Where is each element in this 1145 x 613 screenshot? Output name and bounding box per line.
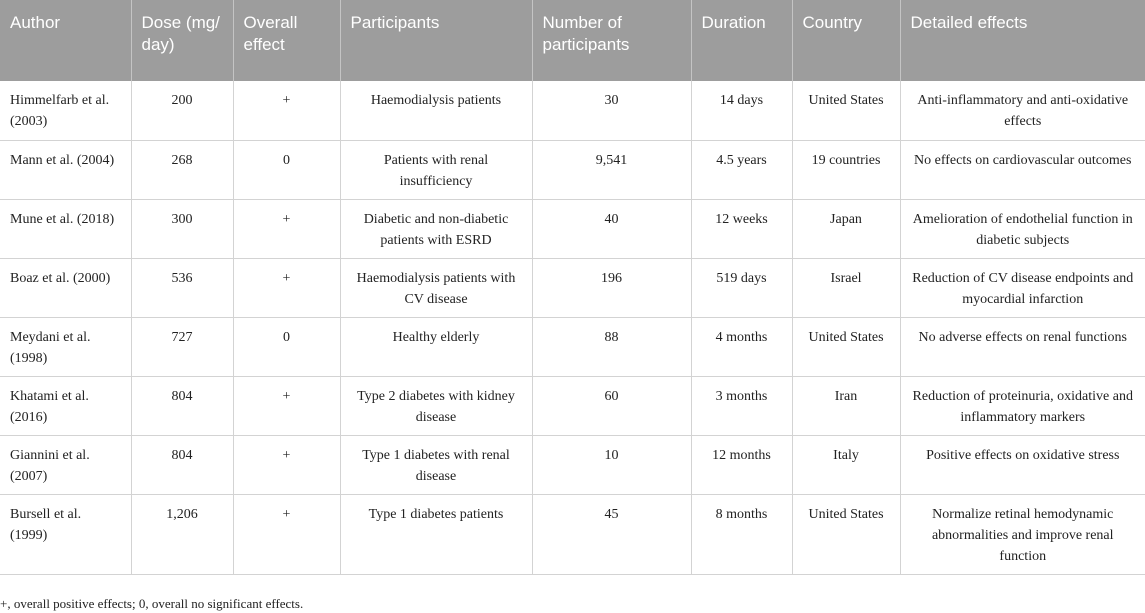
header-row bbox=[0, 0, 1145, 81]
cell-participants: Haemodialysis patients bbox=[340, 81, 532, 140]
cell-author: Giannini et al. (2007) bbox=[0, 435, 131, 494]
table-row bbox=[0, 140, 1145, 199]
header-overall-effect: Overall effect bbox=[233, 0, 340, 81]
cell-number-of-participants: 88 bbox=[532, 317, 691, 376]
cell-dose: 200 bbox=[131, 81, 233, 140]
cell-number-of-participants: 60 bbox=[532, 376, 691, 435]
cell-author: Himmelfarb et al. (2003) bbox=[0, 81, 131, 140]
header-participants: Participants bbox=[340, 0, 532, 81]
cell-detailed-effects: Reduction of proteinuria, oxidative and inflammatory markers bbox=[900, 376, 1145, 435]
cell-country: 19 countries bbox=[792, 140, 900, 199]
cell-detailed-effects: Anti-inflammatory and anti-oxidative effects bbox=[900, 81, 1145, 140]
header-country: Country bbox=[792, 0, 900, 81]
cell-participants: Haemodialysis patients with CV disease bbox=[340, 258, 532, 317]
table-row bbox=[0, 494, 1145, 574]
cell-overall-effect: + bbox=[233, 435, 340, 494]
cell-overall-effect: 0 bbox=[233, 140, 340, 199]
cell-author: Khatami et al. (2016) bbox=[0, 376, 131, 435]
cell-participants: Type 1 diabetes with renal disease bbox=[340, 435, 532, 494]
cell-participants: Healthy elderly bbox=[340, 317, 532, 376]
cell-duration: 4 months bbox=[691, 317, 792, 376]
cell-participants: Patients with renal insufficiency bbox=[340, 140, 532, 199]
cell-detailed-effects: Amelioration of endothelial function in diabetic subjects bbox=[900, 199, 1145, 258]
cell-dose: 1,206 bbox=[131, 494, 233, 574]
cell-dose: 804 bbox=[131, 376, 233, 435]
table-row bbox=[0, 258, 1145, 317]
cell-country: United States bbox=[792, 317, 900, 376]
cell-number-of-participants: 9,541 bbox=[532, 140, 691, 199]
cell-country: United States bbox=[792, 81, 900, 140]
cell-dose: 804 bbox=[131, 435, 233, 494]
header-duration: Duration bbox=[691, 0, 792, 81]
cell-overall-effect: + bbox=[233, 258, 340, 317]
cell-country: Japan bbox=[792, 199, 900, 258]
cell-detailed-effects: Normalize retinal hemodynamic abnormalities and improve renal function bbox=[900, 494, 1145, 574]
cell-dose: 536 bbox=[131, 258, 233, 317]
cell-detailed-effects: Positive effects on oxidative stress bbox=[900, 435, 1145, 494]
cell-duration: 8 months bbox=[691, 494, 792, 574]
cell-duration: 3 months bbox=[691, 376, 792, 435]
cell-number-of-participants: 40 bbox=[532, 199, 691, 258]
cell-author: Bursell et al. (1999) bbox=[0, 494, 131, 574]
cell-number-of-participants: 10 bbox=[532, 435, 691, 494]
cell-author: Meydani et al. (1998) bbox=[0, 317, 131, 376]
table-row bbox=[0, 317, 1145, 376]
header-detailed-effects: Detailed effects bbox=[900, 0, 1145, 81]
cell-overall-effect: + bbox=[233, 494, 340, 574]
cell-number-of-participants: 45 bbox=[532, 494, 691, 574]
header-number-of-participants: Number of participants bbox=[532, 0, 691, 81]
cell-country: Iran bbox=[792, 376, 900, 435]
cell-author: Mann et al. (2004) bbox=[0, 140, 131, 199]
cell-duration: 519 days bbox=[691, 258, 792, 317]
cell-detailed-effects: Reduction of CV disease endpoints and myocardial infarction bbox=[900, 258, 1145, 317]
cell-duration: 12 months bbox=[691, 435, 792, 494]
table-row bbox=[0, 376, 1145, 435]
cell-dose: 268 bbox=[131, 140, 233, 199]
header-author: Author bbox=[0, 0, 131, 81]
cell-overall-effect: + bbox=[233, 199, 340, 258]
cell-duration: 12 weeks bbox=[691, 199, 792, 258]
cell-author: Boaz et al. (2000) bbox=[0, 258, 131, 317]
cell-country: United States bbox=[792, 494, 900, 574]
cell-participants: Type 1 diabetes patients bbox=[340, 494, 532, 574]
table-footnote: +, overall positive effects; 0, overall no significant effects. bbox=[0, 596, 304, 611]
cell-detailed-effects: No adverse effects on renal functions bbox=[900, 317, 1145, 376]
cell-dose: 727 bbox=[131, 317, 233, 376]
cell-overall-effect: + bbox=[233, 376, 340, 435]
cell-detailed-effects: No effects on cardiovascular outcomes bbox=[900, 140, 1145, 199]
cell-country: Israel bbox=[792, 258, 900, 317]
cell-participants: Diabetic and non-diabetic patients with ESRD bbox=[340, 199, 532, 258]
cell-participants: Type 2 diabetes with kidney disease bbox=[340, 376, 532, 435]
table-row bbox=[0, 199, 1145, 258]
cell-author: Mune et al. (2018) bbox=[0, 199, 131, 258]
header-dose: Dose (mg/ day) bbox=[131, 0, 233, 81]
cell-duration: 4.5 years bbox=[691, 140, 792, 199]
cell-overall-effect: + bbox=[233, 81, 340, 140]
table-row bbox=[0, 81, 1145, 140]
cell-number-of-participants: 196 bbox=[532, 258, 691, 317]
cell-overall-effect: 0 bbox=[233, 317, 340, 376]
table-row bbox=[0, 435, 1145, 494]
cell-country: Italy bbox=[792, 435, 900, 494]
cell-duration: 14 days bbox=[691, 81, 792, 140]
cell-number-of-participants: 30 bbox=[532, 81, 691, 140]
cell-dose: 300 bbox=[131, 199, 233, 258]
